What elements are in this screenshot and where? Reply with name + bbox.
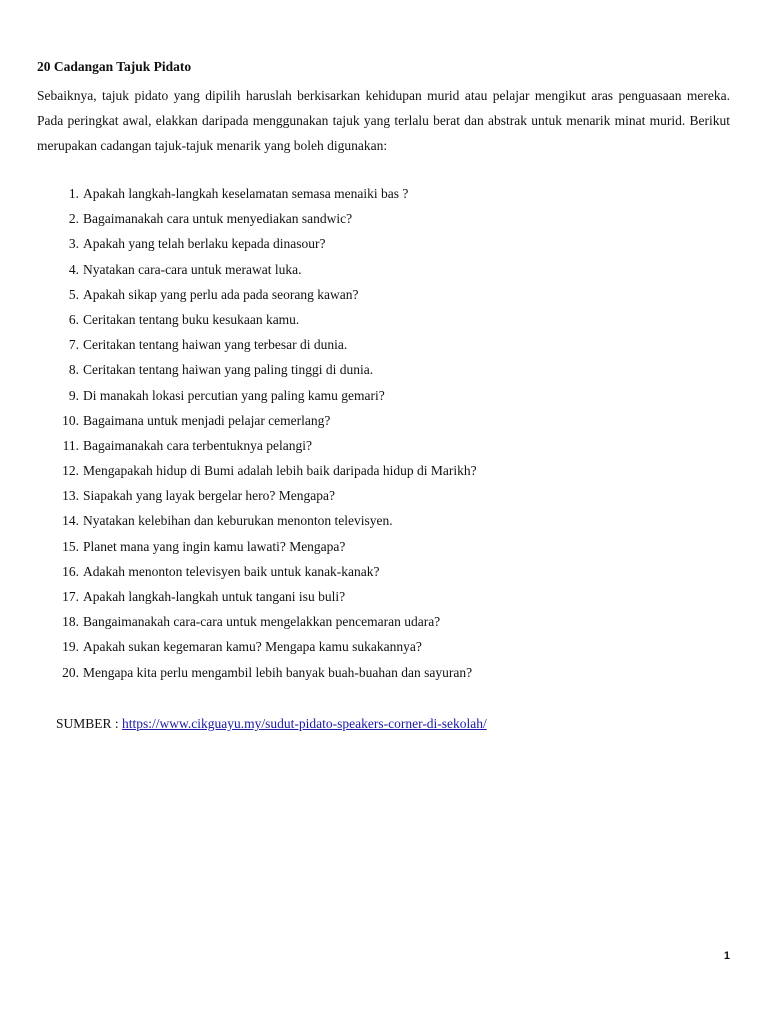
list-item-text: Siapakah yang layak bergelar hero? Mengapa? bbox=[83, 488, 336, 504]
list-item-text: Mengapakah hidup di Bumi adalah lebih baik daripada hidup di Marikh? bbox=[83, 463, 477, 479]
list-item bbox=[37, 282, 730, 307]
list-item-text: Apakah langkah-langkah keselamatan semasa menaiki bas ? bbox=[83, 186, 409, 201]
list-item-text: Ceritakan tentang haiwan yang terbesar di dunia. bbox=[83, 337, 348, 353]
list-item-text: Ceritakan tentang haiwan yang paling tinggi di dunia. bbox=[83, 362, 374, 378]
list-item-number: 6. bbox=[68, 311, 79, 327]
list-item bbox=[37, 357, 730, 382]
list-item bbox=[37, 332, 730, 357]
list-item bbox=[37, 584, 730, 609]
source-label: SUMBER : bbox=[56, 716, 123, 731]
list-item-number: 17. bbox=[62, 589, 79, 604]
list-item-number: 7. bbox=[68, 337, 79, 353]
list-item bbox=[37, 559, 730, 584]
topic-list bbox=[37, 181, 730, 685]
list-item-number: 15. bbox=[62, 538, 79, 554]
list-item bbox=[37, 508, 730, 533]
page-number: 1 bbox=[723, 950, 730, 962]
list-item-number: 4. bbox=[68, 261, 79, 277]
list-item bbox=[37, 231, 730, 256]
list-item-text: Bagaimana untuk menjadi pelajar cemerlang? bbox=[83, 412, 331, 428]
list-item bbox=[37, 660, 730, 685]
list-item-number: 18. bbox=[62, 614, 79, 630]
list-item bbox=[37, 257, 730, 282]
list-item-number: 8. bbox=[68, 362, 79, 378]
list-item-text: Apakah sukan kegemaran kamu? Mengapa kamu sukakannya? bbox=[83, 639, 422, 655]
list-item-number: 2. bbox=[68, 211, 79, 227]
list-item-text: Adakah menonton televisyen baik untuk kanak-kanak? bbox=[83, 563, 380, 579]
list-item-text: Apakah langkah-langkah untuk tangani isu buli? bbox=[83, 589, 346, 604]
list-item-number: 9. bbox=[68, 387, 79, 403]
list-item-text: Bangaimanakah cara-cara untuk mengelakkan pencemaran udara? bbox=[83, 614, 441, 630]
list-item-number: 3. bbox=[68, 236, 79, 252]
list-item bbox=[37, 181, 730, 206]
list-item-text: Bagaimanakah cara terbentuknya pelangi? bbox=[83, 437, 313, 453]
list-item-number: 19. bbox=[62, 639, 79, 655]
list-item bbox=[37, 458, 730, 483]
list-item-text: Nyatakan kelebihan dan keburukan menonton televisyen. bbox=[83, 513, 393, 529]
list-item bbox=[37, 534, 730, 559]
list-item bbox=[37, 433, 730, 458]
list-item-number: 1. bbox=[68, 186, 79, 201]
document-title: 20 Cadangan Tajuk Pidato bbox=[37, 59, 192, 74]
list-item-number: 12. bbox=[62, 463, 79, 479]
list-item-number: 10. bbox=[62, 412, 79, 428]
list-item-text: Di manakah lokasi percutian yang paling kamu gemari? bbox=[83, 387, 385, 403]
list-item-text: Nyatakan cara-cara untuk merawat luka. bbox=[83, 261, 302, 277]
list-item-text: Ceritakan tentang buku kesukaan kamu. bbox=[83, 311, 300, 327]
list-item-number: 5. bbox=[68, 286, 79, 302]
list-item bbox=[37, 383, 730, 408]
source-line bbox=[56, 711, 487, 736]
list-item-number: 11. bbox=[62, 437, 79, 453]
intro-paragraph: Sebaiknya, tajuk pidato yang dipilih haruslah berkisarkan kehidupan murid atau pelajar mengikut aras penguasaan mereka. Pada peringkat awal, elakkan daripada menggunakan tajuk yang terlalu berat dan abstrak untuk menarik minat murid. Berikut merupakan cadangan tajuk-tajuk menarik yang boleh digunakan: bbox=[37, 88, 730, 153]
list-item bbox=[37, 206, 730, 231]
list-item-text: Apakah sikap yang perlu ada pada seorang kawan? bbox=[83, 286, 359, 302]
list-item-number: 13. bbox=[62, 488, 79, 504]
list-item bbox=[37, 634, 730, 659]
source-link[interactable]: https://www.cikguayu.my/sudut-pidato-speakers-corner-di-sekolah/ bbox=[122, 716, 487, 731]
list-item bbox=[37, 307, 730, 332]
list-item bbox=[37, 483, 730, 508]
list-item-text: Apakah yang telah berlaku kepada dinasour? bbox=[83, 236, 326, 252]
list-item-text: Planet mana yang ingin kamu lawati? Mengapa? bbox=[83, 538, 346, 554]
list-item-number: 14. bbox=[62, 513, 79, 529]
list-item bbox=[37, 609, 730, 634]
list-item-text: Mengapa kita perlu mengambil lebih banyak buah-buahan dan sayuran? bbox=[83, 664, 473, 680]
list-item-number: 16. bbox=[62, 563, 79, 579]
list-item-text: Bagaimanakah cara untuk menyediakan sandwic? bbox=[83, 211, 353, 227]
list-item-number: 20. bbox=[62, 664, 79, 680]
list-item bbox=[37, 408, 730, 433]
